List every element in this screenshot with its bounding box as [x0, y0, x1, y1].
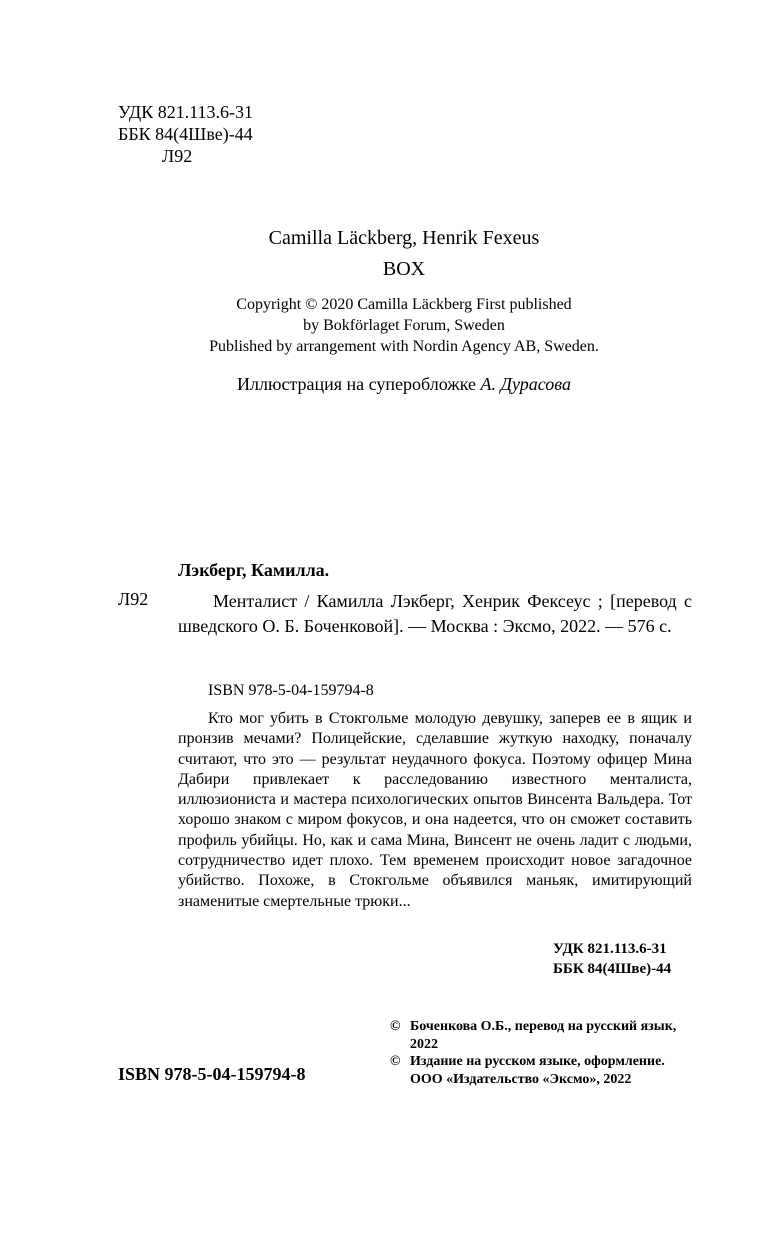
copyright-line: by Bokförlaget Forum, Sweden	[303, 317, 505, 334]
copyright-line: Copyright © 2020 Camilla Läckberg First published	[236, 296, 572, 313]
catalog-code: Л92	[118, 589, 149, 609]
original-authors: Camilla Läckberg, Henrik Fexeus	[268, 227, 540, 249]
udk-code: УДК 821.113.6-31	[118, 102, 254, 122]
isbn-bottom: ISBN 978-5-04-159794-8	[118, 1064, 306, 1084]
rights-text: Боченкова О.Б., перевод на русский язык, 2022	[410, 1019, 677, 1052]
rights-block	[390, 1018, 700, 1088]
copyright-symbol: ©	[390, 1054, 401, 1069]
udk-footer-block	[553, 939, 671, 979]
bbk-code-bottom: ББК 84(4Шве)-44	[553, 961, 672, 977]
bbk-code: ББК 84(4Шве)-44	[118, 124, 253, 144]
catalog-description: Менталист / Камилла Лэкберг, Хенрик Фексеус ; [перевод с шведского О. Б. Боченковой]. — Москва : Эксмо, 2022. — 576 с.	[178, 591, 692, 636]
catalog-author-heading: Лэкберг, Камилла.	[178, 560, 330, 580]
rights-text: Издание на русском языке, оформление. ООО «Издательство «Эксмо», 2022	[410, 1054, 665, 1087]
original-title: BOX	[382, 258, 426, 280]
udk-code-bottom: УДК 821.113.6-31	[553, 941, 667, 957]
rights-item	[390, 1053, 700, 1088]
copyright-symbol: ©	[390, 1019, 401, 1034]
catalog-isbn: ISBN 978-5-04-159794-8	[208, 682, 374, 699]
rights-item	[390, 1018, 700, 1053]
copyright-line: Published by arrangement with Nordin Agency AB, Sweden.	[209, 338, 599, 355]
illustration-credit	[0, 374, 768, 395]
udk-header-block	[118, 101, 253, 167]
illustration-label: Иллюстрация на суперобложке	[237, 374, 477, 394]
copyright-block	[0, 294, 768, 357]
illustration-artist: А. Дурасова	[480, 374, 571, 394]
book-annotation: Кто мог убить в Стокгольме молодую девушку, заперев ее в ящик и пронзив мечами? Полицейские, сделавшие жуткую находку, поначалу считают, что это — результат неудачного фокуса. Поэтому офицер Мина Дабири привлекает к расследованию известного менталиста, иллюзиониста и мастера психологических опытов Винсента Вальдера. Тот хорошо знаком с миром фокусов, и она надеется, что он сможет составить профиль убийцы. Но, как и сама Мина, Винсент не очень ладит с людьми, сотрудничество идет плохо. Тем временем происходит новое загадочное убийство. Похоже, в Стокгольме объявился маньяк, имитирующий знаменитые смертельные трюки...	[178, 710, 692, 910]
author-sign-code: Л92	[162, 146, 193, 166]
